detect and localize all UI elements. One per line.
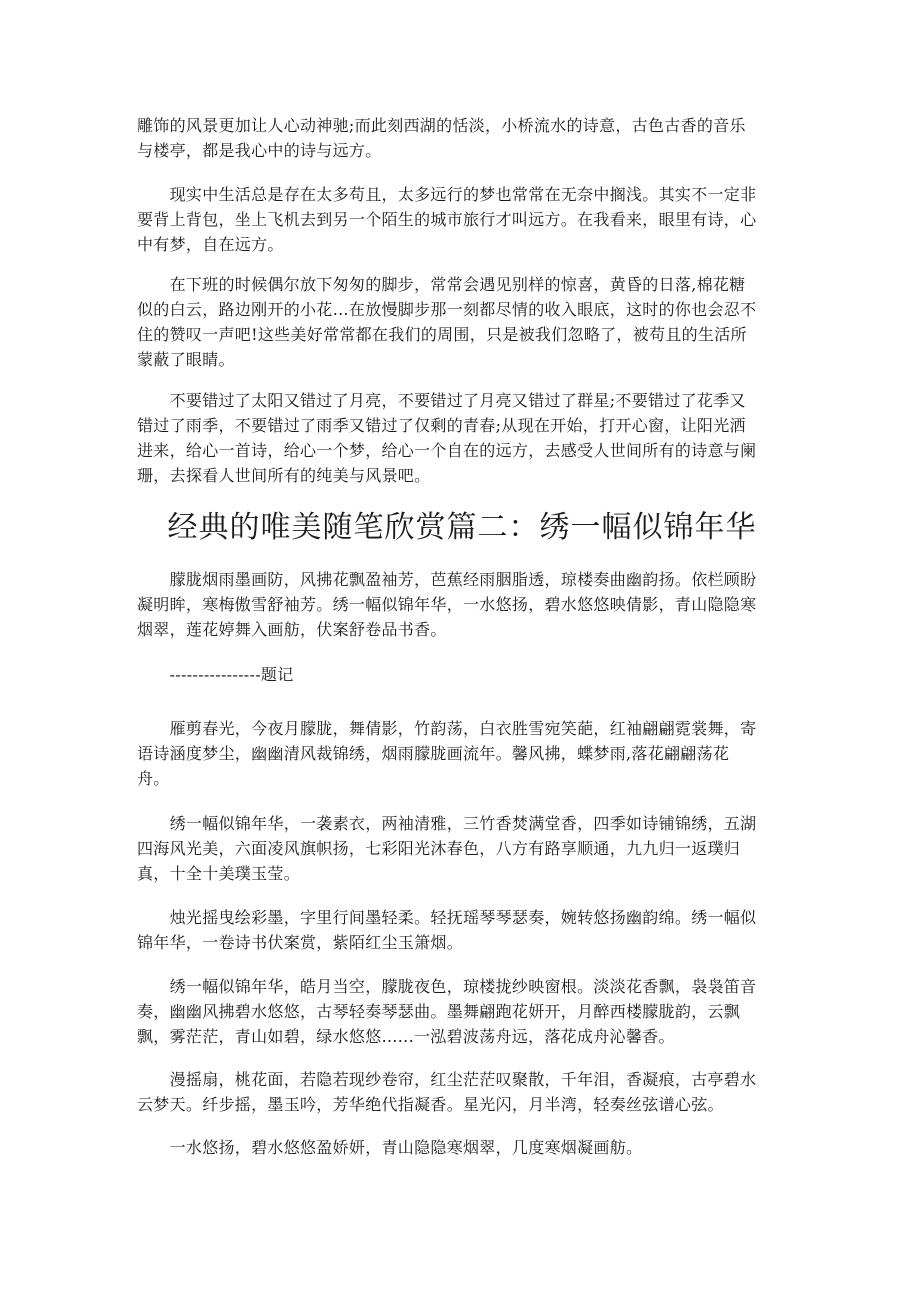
paragraph: [137, 272, 787, 372]
paragraph: [137, 182, 787, 257]
text-line: 朦胧烟雨墨画防，风拂花飘盈袖芳，芭蕉经雨胭脂透，琼楼奏曲幽韵扬。依栏顾盼: [137, 570, 757, 589]
text-line: ----------------题记: [137, 665, 294, 684]
text-line: 珊，去探看人世间所有的纯美与风景吧。: [137, 466, 431, 485]
text-line: 绣一幅似锦年华，皓月当空，朦胧夜色，琼楼拢纱映窗根。淡淡花香飘，袅袅笛音: [137, 977, 757, 996]
text-line: 似的白云，路边刚开的小花…在放慢脚步那一刻都尽情的收入眼底，这时的你也会忍不: [137, 300, 757, 319]
paragraph: [137, 388, 787, 488]
paragraph: [137, 905, 787, 955]
text-line: 现实中生活总是存在太多苟且，太多远行的梦也常常在无奈中搁浅。其实不一定非: [137, 185, 757, 204]
text-line: 舟。: [137, 769, 170, 788]
epigraph-note: [137, 662, 787, 687]
text-line: 烛光摇曳绘彩墨，字里行间墨轻柔。轻抚瑶琴琴瑟奏，婉转悠扬幽韵绵。绣一幅似: [137, 908, 757, 927]
text-line: 要背上背包，坐上飞机去到另一个陌生的城市旅行才叫远方。在我看来，眼里有诗，心: [137, 210, 757, 229]
text-line: 雁剪春光，今夜月朦胧，舞倩影，竹韵荡，白衣胜雪宛笑葩，红袖翩翩霓裳舞，寄: [137, 719, 757, 738]
paragraph: [137, 716, 787, 791]
section-heading: 经典的唯美随笔欣赏篇二：绣一幅似锦年华: [167, 510, 757, 545]
text-line: 烟翠，莲花婷舞入画舫，伏案舒卷品书香。: [137, 620, 447, 639]
text-line: 锦年华，一卷诗书伏案赏，紫陌红尘玉箫烟。: [137, 933, 464, 952]
text-line: 进来，给心一首诗，给心一个梦，给心一个自在的远方，去感受人世间所有的诗意与阑: [137, 441, 757, 460]
text-line: 住的赞叹一声吧!这些美好常常都在我们的周围，只是被我们忽略了，被苟且的生活所: [137, 325, 747, 344]
text-line: 四海风光美，六面凌风旗帜扬，七彩阳光沐春色，八方有路享顺通，九九归一返璞归: [137, 839, 741, 858]
text-line: 一水悠扬，碧水悠悠盈娇妍，青山隐隐寒烟翠，几度寒烟凝画舫。: [137, 1138, 643, 1157]
paragraph: [137, 974, 787, 1049]
text-line: 与楼亭，都是我心中的诗与远方。: [137, 141, 382, 160]
paragraph: [137, 1135, 787, 1160]
text-line: 奏，幽幽风拂碧水悠悠，古琴轻奏琴瑟曲。墨舞翩跑花妍开，月醉西楼朦胧韵，云飘: [137, 1002, 741, 1021]
text-line: 中有梦，自在远方。: [137, 235, 284, 254]
paragraph: [137, 1067, 787, 1117]
text-line: 不要错过了太阳又错过了月亮，不要错过了月亮又错过了群星;不要错过了花季又: [137, 391, 746, 410]
text-line: 漫摇扇，桃花面，若隐若现纱卷帘，红尘茫茫叹聚散，千年泪，香凝痕，古亭碧水: [137, 1070, 757, 1089]
paragraph: [137, 567, 787, 642]
text-line: 飘，雾茫茫，青山如碧，绿水悠悠…...一泓碧波荡舟远，落花成舟沁馨香。: [137, 1027, 675, 1046]
text-line: 语诗涵度梦尘，幽幽清风裁锦绣，烟雨朦胧画流年。馨风拂，蝶梦雨,落花翩翩荡花: [137, 744, 730, 763]
text-line: 错过了雨季，不要错过了雨季又错过了仅剩的青春;从现在开始，打开心窗，让阳光洒: [137, 416, 746, 435]
text-line: 凝明眸，寒梅傲雪舒袖芳。绣一幅似锦年华，一水悠扬，碧水悠悠映倩影，青山隐隐寒: [137, 595, 757, 614]
text-line: 真，十全十美璞玉莹。: [137, 864, 301, 883]
paragraph: [137, 113, 787, 163]
text-line: 在下班的时候偶尔放下匆匆的脚步，常常会遇见别样的惊喜，黄昏的日落,棉花糖: [137, 275, 746, 294]
text-line: 绣一幅似锦年华，一袭素衣，两袖清雅，三竹香焚满堂香，四季如诗铺锦绣，五湖: [137, 814, 757, 833]
text-line: 云梦天。纤步摇，墨玉吟，芳华绝代指凝香。星光闪，月半湾，轻奏丝弦谱心弦。: [137, 1095, 724, 1114]
paragraph: [137, 811, 787, 886]
text-line: 蒙蔽了眼睛。: [137, 350, 235, 369]
text-line: 雕饰的风景更加让人心动神驰;而此刻西湖的恬淡，小桥流水的诗意，古色古香的音乐: [137, 116, 746, 135]
